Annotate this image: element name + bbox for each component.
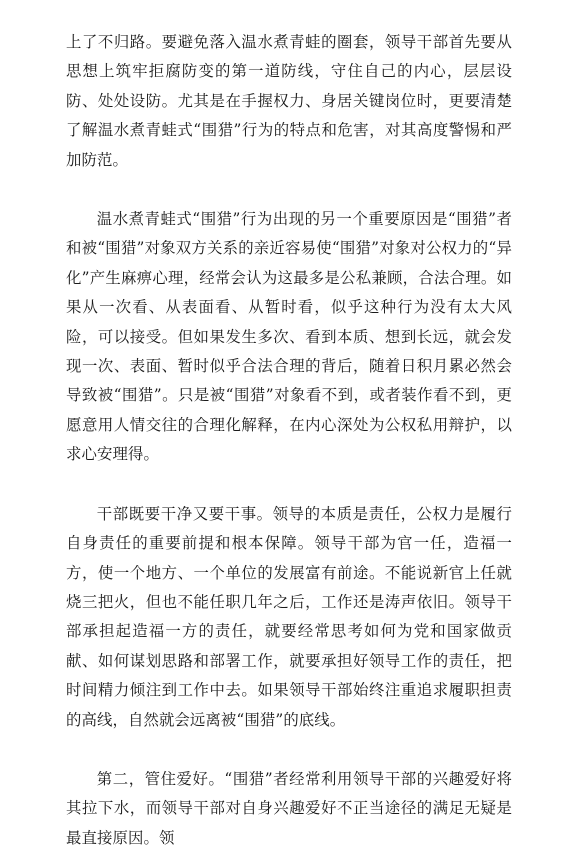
paragraph-2: 温水煮青蛙式“围猎”行为出现的另一个重要原因是“围猎”者和被“围猎”对象双方关系的亲近容易使“围猎”对象对公权力的“异化”产生麻痹心理，经常会认为这最多是公私兼顾，合法合理。如果从一次看、从表面看、从暂时看，似乎这种行为没有太大风险，可以接受。但如果发生多次、看到本质、想到长远，就会发现一次、表面、暂时似乎合法合理的背后，随着日积月累必然会导致被“围猎”。只是被“围猎”对象看不到，或者装作看不到，更愿意用人情交往的合理化解释，在内心深处为公权私用辩护，以求心安理得。 <box>66 210 512 464</box>
paragraph-1: 上了不归路。要避免落入温水煮青蛙的圈套，领导干部首先要从思想上筑牢拒腐防变的第一道防线，守住自己的内心，层层设防、处处设防。尤其是在手握权力、身居关键岗位时，更要清楚了解温水煮青蛙式“围猎”行为的特点和危害，对其高度警惕和严加防范。 <box>66 33 512 169</box>
paragraph-gap <box>66 735 512 765</box>
paragraph-3: 干部既要干净又要干事。领导的本质是责任，公权力是履行自身责任的重要前提和根本保障。领导干部为官一任，造福一方，使一个地方、一个单位的发展富有前途。不能说新官上任就烧三把火，但也不能任职几年之后，工作还是涛声依旧。领导干部承担起造福一方的责任，就要经常思考如何为党和国家做贡献、如何谋划思路和部署工作，就要承担好领导工作的责任，把时间精力倾注到工作中去。如果领导干部始终注重追求履职担责的高线，自然就会远离被“围猎”的底线。 <box>66 504 512 729</box>
paragraph-4: 第二，管住爱好。“围猎”者经常利用领导干部的兴趣爱好将其拉下水，而领导干部对自身兴趣爱好不正当途径的满足无疑是最直接原因。领 <box>66 769 512 847</box>
paragraph-gap <box>66 175 512 205</box>
document-page <box>66 28 512 853</box>
paragraph-gap <box>66 470 512 500</box>
